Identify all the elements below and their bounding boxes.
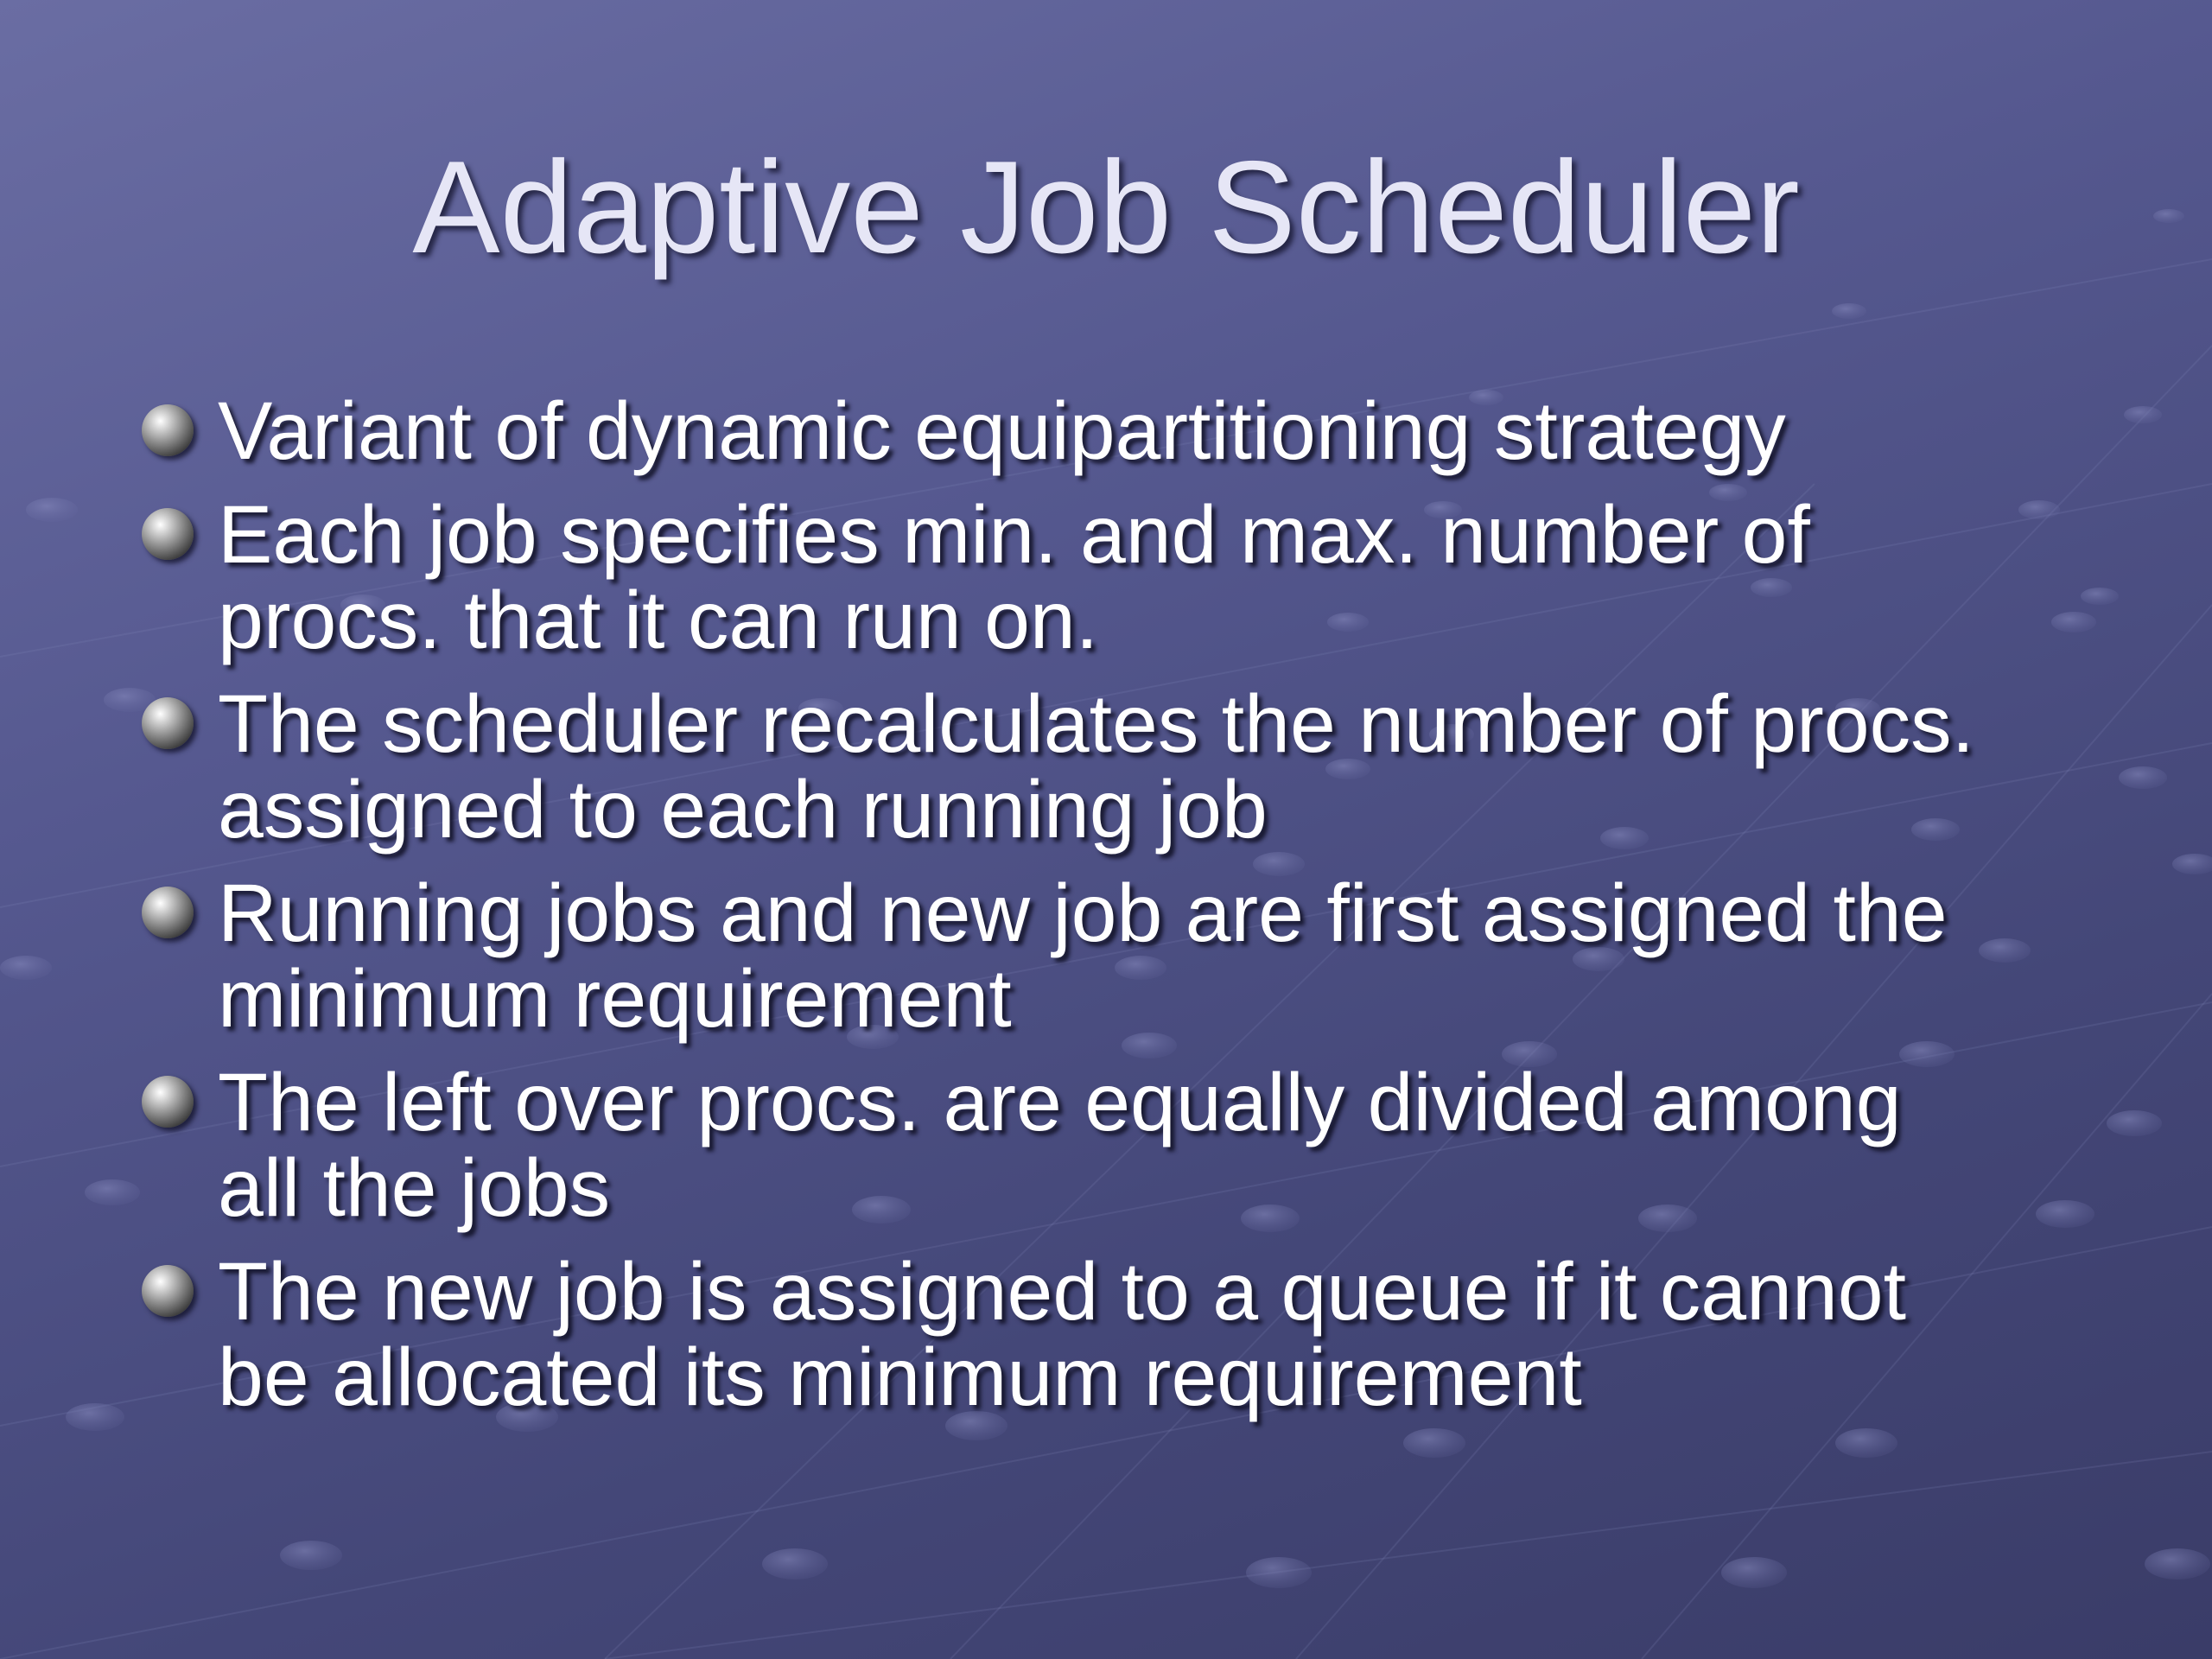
bullet-line: Variant of dynamic equipartitioning strategy	[218, 385, 1786, 477]
sphere-bullet-icon	[142, 404, 194, 456]
sphere-bullet-icon	[142, 1076, 194, 1128]
bullet-line: minimum requirement	[218, 953, 1012, 1045]
bullet-item	[140, 1057, 2127, 1234]
bullet-list	[140, 385, 2127, 1439]
bullet-line: all the jobs	[218, 1142, 611, 1234]
sphere-bullet-icon	[142, 1265, 194, 1317]
bullet-line: The left over procs. are equally divided among	[218, 1057, 1902, 1148]
bullet-item	[140, 678, 2127, 855]
bullet-line: be allocated its minimum requirement	[218, 1332, 1582, 1423]
bullet-line: Each job specifies min. and max. number of	[218, 489, 1810, 581]
bullet-line: The scheduler recalculates the number of procs.	[218, 678, 1974, 770]
sphere-bullet-icon	[142, 697, 194, 749]
bullet-item	[140, 385, 2127, 477]
bullet-item	[140, 489, 2127, 666]
bullet-line: The new job is assigned to a queue if it cannot	[218, 1246, 1907, 1338]
bullet-line: Running jobs and new job are first assigned the	[218, 868, 1948, 959]
bullet-item	[140, 868, 2127, 1045]
bullet-item	[140, 1246, 2127, 1423]
bullet-line: procs. that it can run on.	[218, 575, 1099, 666]
sphere-bullet-icon	[142, 887, 194, 938]
sphere-bullet-icon	[142, 508, 194, 560]
bullet-line: assigned to each running job	[218, 764, 1268, 855]
slide-title: Adaptive Job Scheduler	[412, 134, 1800, 281]
